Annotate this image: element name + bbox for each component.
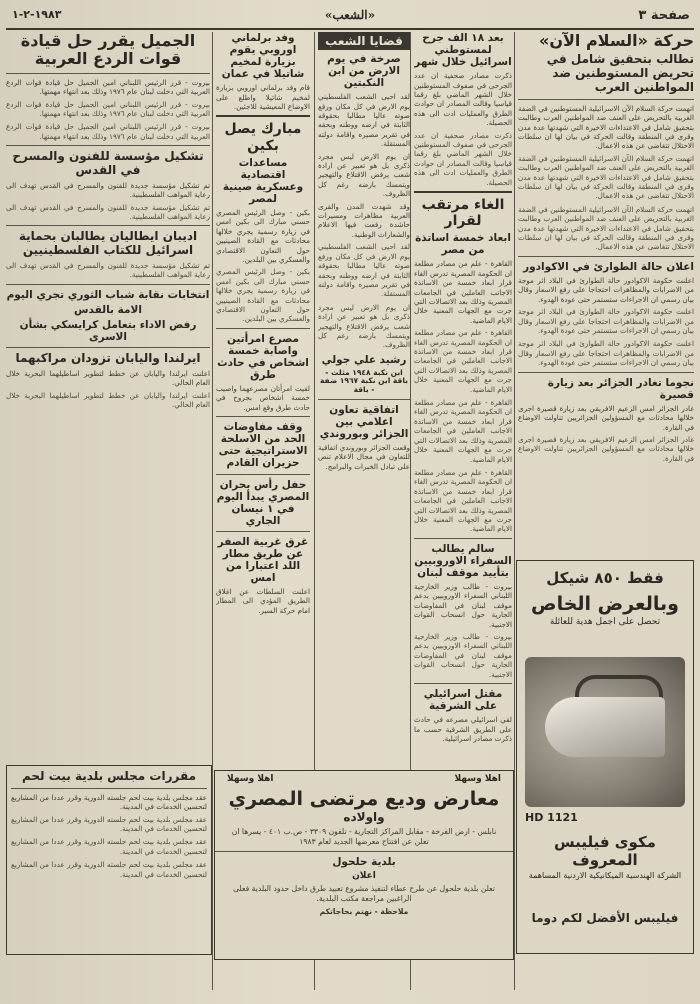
- article-body: القاهرة - علم من مصادر مطلعة ان الحكومة المصرية تدرس الغاء قرار ابعاد خمسة من الاساتذة الاجانب العاملين في الجامعات المصرية وذلك بعد الاتصالات التي جرت مع الجهات المعنية خلال الايام الماضية.: [414, 398, 512, 464]
- headline-prisoners: رفض الاداء بتعامل كرايسكي بشأن الاسرى: [19, 318, 197, 344]
- divider: [215, 851, 513, 852]
- article-body: تم تشكيل مؤسسة جديدة للفنون والمسرح في القدس تهدف الى رعاية المواهب الفلسطينية.: [6, 202, 210, 222]
- article-body: بيروت - قرر الرئيس اللبناني امين الجميل حل قيادة قوات الردع العربية التي دخلت لبنان عام ١٩٧٦ وذلك بعد انتهاء مهمتها.: [6, 77, 210, 97]
- council-notice: [6, 765, 212, 955]
- council-body: عقد مجلس بلدية بيت لحم جلسته الدورية وقرر عددا من المشاريع لتحسين الخدمات في المدينة.: [11, 837, 207, 856]
- column-2: [414, 32, 512, 752]
- iron-plate-shape: [545, 697, 665, 757]
- welcome-text: اهلا وسهلا: [454, 774, 501, 784]
- divider: [216, 416, 310, 417]
- article-body: اعلنت ايرلندا واليابان عن خطط لتطوير اساطيلهما البحرية خلال العام الحالي.: [6, 390, 210, 410]
- headline-nation: الامة بالقدس: [74, 303, 142, 316]
- article-body: لقد احيى الشعب الفلسطيني يوم الارض في كل مكان ورفع صوته عاليا مطالبا بحقوقه الثابتة في ارضه ووطنه وبحقه في تقرير مصيره واقامة دولته المستقلة.: [318, 242, 410, 299]
- column-5: [6, 32, 210, 758]
- headline-killed: مقتل اسرائيلي على الشرقية: [423, 688, 503, 713]
- article-body: اعلنت ايرلندا واليابان عن خطط لتطوير اساطيلهما البحرية خلال العام الحالي.: [6, 368, 210, 388]
- divider: [518, 99, 694, 100]
- newspaper-name: «الشعب»: [324, 8, 376, 22]
- article-body: لقد احيى الشعب الفلسطيني يوم الارض في كل مكان ورفع صوته عاليا مطالبا بحقوقه الثابتة في ارضه ووطنه وبحقه في تقرير مصيره واقامة دولته المستقلة.: [318, 92, 410, 149]
- author-name: رشيد علي جولي: [321, 353, 407, 366]
- headline-event: حفل رأس بحران المصري يبدأ اليوم في ١ نيسان الجاري: [216, 478, 310, 527]
- article-body: غادر الجزائر امس الزعيم الافريقي بعد زيارة قصيرة اجرى خلالها محادثات مع المسؤولين الجزائريين تناولت الاوضاع في القارة.: [518, 434, 694, 463]
- expo-details: نابلس - ارض الفرخة - مقابل المراكز التجارية - تلفون ٣٣٠٩ - ص.ب ٤٠١ - يسرها ان تعلن عن افتتاح معرضها الجديد لعام ١٩٨٣: [231, 827, 497, 846]
- author-origin: ابن نكبة ١٩٤٨ مثلث - باقة ابن نكبة ١٩٦٧ ضفة - باقة: [320, 367, 408, 395]
- article-body: وقعت الجزائر وبوروندي اتفاقية للتعاون في مجال الاعلام تنص على تبادل الخبرات والبرامج.: [318, 442, 410, 471]
- notices-area: [6, 765, 212, 955]
- iron-gift: تحصل على اجمل هدية للعائلة: [549, 617, 661, 627]
- welcome-line: [215, 771, 513, 784]
- headline-media-agreement: اتفاقية تعاون اعلامي بين الجزائر وبوروندي: [319, 403, 409, 440]
- council-body: عقد مجلس بلدية بيت لحم جلسته الدورية وقرر عددا من المشاريع لتحسين الخدمات في المدينة.: [11, 814, 207, 834]
- article-body: ان يوم الارض ليس مجرد ذكرى بل هو تعبير عن ارادة شعب يرفض الاقتلاع والتهجير ويتمسك بارضه رغم كل الظروف.: [318, 302, 410, 350]
- subhead-mubarak: مساعدات اقتصادية وعسكرية صينية لمصر: [222, 156, 304, 205]
- divider: [6, 145, 210, 146]
- divider: [216, 531, 310, 532]
- page-header: [6, 6, 694, 30]
- iron-price: فقط ٨٥٠ شيكل: [546, 569, 664, 587]
- divider: [6, 347, 210, 348]
- headline-algeria: نجوما تغادر الجزائر بعد زيارة قصيرة: [547, 376, 694, 401]
- council-body: عقد مجلس بلدية بيت لحم جلسته الدورية وقرر عددا من المشاريع لتحسين الخدمات في المدينة.: [11, 792, 207, 812]
- article-body: لقي اسرائيلي مصرعه في حادث على الطريق الشرقية حسب ما ذكرت مصادر اسرائيلية.: [414, 715, 512, 743]
- article-body: القاهرة - علم من مصادر مطلعة ان الحكومة المصرية تدرس الغاء قرار ابعاد خمسة من الاساتذة الاجانب العاملين في الجامعات المصرية وذلك بعد الاتصالات التي جرت مع الجهات المعنية خلال الايام الماضية.: [414, 467, 512, 534]
- iron-advertisement: [516, 560, 694, 954]
- headline-peace-now: حركة «السلام الآن»: [538, 32, 694, 50]
- article-body: وقد شهدت المدن والقرى العربية مظاهرات ومسيرات حاشدة رفعت فيها الاعلام والشعارات الوطنية.: [318, 201, 410, 239]
- column-1: [518, 32, 694, 556]
- iron-brand: مكوى فيليبس المعروف: [554, 833, 656, 869]
- article-body: بيروت - قرر الرئيس اللبناني امين الجميل حل قيادة قوات الردع العربية التي دخلت لبنان عام ١٩٧٦ وذلك بعد انتهاء مهمتها.: [6, 122, 210, 141]
- headline-arts-foundation: تشكيل مؤسسة للفنون والمسرح في القدس: [12, 149, 204, 178]
- article-body: تم تشكيل مؤسسة جديدة للفنون والمسرح في القدس تهدف الى رعاية المواهب الفلسطينية.: [6, 180, 210, 200]
- headline-elections: انتخابات نقابة شباب الثوري تجري اليوم: [6, 288, 210, 301]
- article-body: ان يوم الارض ليس مجرد ذكرى بل هو تعبير عن ارادة شعب يرفض الاقتلاع والتهجير ويتمسك بارضه رغم كل الظروف.: [318, 151, 410, 199]
- article-body: بكين - وصل الرئيس المصري حسني مبارك الى بكين امس في زيارة رسمية يجري خلالها محادثات مع القادة الصينيين حول التعاون الاقتصادي والعسكري بين البلدين.: [216, 267, 310, 324]
- article-body: اتهمت حركة السلام الآن الاسرائيلية المستوطنين في الضفة الغربية بالتحريض على العنف ضد المواطنين العرب وطالبت بتحقيق شامل في الاعتداءات الاخيرة التي شهدتها عدة مدن وقرى في المنطقة وقالت الحركة في بيان لها ان سلطات الاحتلال تتغاضى عن هذه الاعمال.: [518, 204, 694, 252]
- headline-decision: الغاء مرتقب لقرار: [421, 197, 505, 230]
- expo-sons: واولاده: [343, 810, 385, 824]
- divider: [414, 683, 512, 684]
- divider: [216, 115, 310, 117]
- tender-title: بلدية حلحول: [332, 856, 396, 868]
- expo-footnote: ملاحظة - نهتم بحاجاتكم: [319, 907, 409, 917]
- divider: [414, 191, 512, 193]
- column-rule: [514, 32, 515, 990]
- council-body: عقد مجلس بلدية بيت لحم جلسته الدورية وقرر عددا من المشاريع لتحسين الخدمات في المدينة.: [11, 860, 207, 879]
- headline-airport-road: غرق غربية الصفر عن طريق مطار اللد اعتبارا من امس: [217, 535, 309, 584]
- subhead-teachers: ابعاد خمسة اساتذة من مصر: [415, 232, 511, 257]
- iron-offer: وبالعرض الخاص: [531, 593, 679, 615]
- page-number: صفحة ٣: [638, 8, 690, 23]
- article-body: اعلنت حكومة الاكوادور حالة الطوارئ في البلاد اثر موجة من الاضرابات والمظاهرات احتجاجا على رفع الاسعار وقال بيان رسمي ان الاجراءات ستستمر حتى عودة الهدوء.: [518, 307, 694, 335]
- article-body: اعلنت السلطات عن اغلاق الطريق المؤدي الى المطار امام حركة السير.: [216, 587, 310, 615]
- article-body: بيروت - طالب وزير الخارجية اللبناني السفراء الاوروبيين بدعم موقف لبنان في المفاوضات الجارية حول انسحاب القوات الاجنبية.: [414, 631, 512, 679]
- headline-salem: سالم يطالب السفراء الاوروبيين بتأييد موقف لبنان: [414, 542, 512, 579]
- iron-slogan: فيليبس الأفضل لكم دوما: [531, 911, 679, 925]
- article-body: اعلنت حكومة الاكوادور حالة الطوارئ في البلاد اثر موجة من الاضرابات والمظاهرات احتجاجا على رفع الاسعار وقال بيان رسمي ان الاجراءات ستستمر حتى عودة الهدوء.: [518, 275, 694, 304]
- iron-image: [525, 657, 685, 807]
- article-body: بكين - وصل الرئيس المصري حسني مبارك الى بكين امس في زيارة رسمية يجري خلالها محادثات مع القادة الصينيين حول التعاون الاقتصادي والعسكري بين البلدين.: [216, 207, 310, 264]
- article-body: اتهمت حركة السلام الآن الاسرائيلية المستوطنين في الضفة الغربية بالتحريض على العنف ضد المواطنين العرب وطالبت بتحقيق شامل في الاعتداءات الاخيرة التي شهدتها عدة مدن وقرى في المنطقة وقالت الحركة في بيان لها ان سلطات الاحتلال تتغاضى عن هذه الاعمال.: [518, 153, 694, 201]
- subhead-peace-now: تطالب بتحقيق شامل في تحريض المستوطنين ضد المواطنين العرب: [546, 52, 694, 94]
- headline-delegation: وفد برلماني اوروبي يقوم بزيارة لمخيم شاتيلا في عمان: [221, 32, 305, 81]
- headline-mubarak: مبارك يصل بكين: [224, 121, 302, 154]
- divider: [6, 225, 210, 226]
- tender-body: تعلن بلدية حلحول عن طرح عطاء لتنفيذ مشروع تعبيد طرق داخل حدود البلدية فعلى الراغبين مراجعة مكتب البلدية.: [233, 884, 495, 904]
- headline-italian-writers: اديبان ايطاليان يطالبان بحماية اسرائيل للكتاب الفلسطينيين: [18, 229, 198, 258]
- divider: [6, 73, 210, 74]
- headline-arms-talks: وقف مفاوضات الحد من الاسلحة الاستراتيجية حتى حزيران القادم: [218, 421, 308, 470]
- article-body: تم تشكيل مؤسسة جديدة للفنون والمسرح في القدس تهدف الى رعاية المواهب الفلسطينية.: [6, 261, 210, 280]
- article-body: غادر الجزائر امس الزعيم الافريقي بعد زيارة قصيرة اجرى خلالها محادثات مع المسؤولين الجزائريين تناولت الاوضاع في القارة.: [518, 403, 694, 432]
- article-body: ذكرت مصادر صحفية ان عدد الجرحى في صفوف المستوطنين خلال الشهر الماضي بلغ رقما قياسيا وقالت المصادر ان حوادث الطرق والعمليات ادت الى هذه الحصيلة.: [414, 130, 512, 187]
- article-body: لقيت امرأتان مصرعهما واصيب خمسة اشخاص بجروح في حادث طرق وقع امس.: [216, 384, 310, 412]
- article-body: القاهرة - علم من مصادر مطلعة ان الحكومة المصرية تدرس الغاء قرار ابعاد خمسة من الاساتذة الاجانب العاملين في الجامعات المصرية وذلك بعد الاتصالات التي جرت مع الجهات المعنية خلال الايام الماضية.: [414, 328, 512, 394]
- expo-advertisement: [214, 770, 514, 960]
- article-body: اعلنت حكومة الاكوادور حالة الطوارئ في البلاد اثر موجة من الاضرابات والمظاهرات احتجاجا على رفع الاسعار وقال بيان رسمي ان الاجراءات ستستمر حتى عودة الهدوء.: [518, 339, 694, 368]
- expo-name: معارض وديع مرتضى المصري: [228, 788, 500, 810]
- headline-ireland-japan: ايرلندا واليابان تزودان مراكبهما: [15, 351, 201, 366]
- column-rule: [212, 32, 213, 990]
- headline-settlers: بعد ١٨ الف جرح لمستوطني اسرائيل خلال شهر: [414, 32, 512, 69]
- divider: [518, 372, 694, 373]
- welcome-text: اهلا وسهلا: [227, 774, 274, 784]
- section-banner: قضايا الشعب: [318, 32, 410, 50]
- divider: [318, 399, 410, 400]
- article-body: بيروت - قرر الرئيس اللبناني امين الجميل حل قيادة قوات الردع العربية التي دخلت لبنان عام ١٩٧٦ وذلك بعد انتهاء مهمتها.: [6, 99, 210, 118]
- article-body: ذكرت مصادر صحفية ان عدد الجرحى في صفوف المستوطنين خلال الشهر الماضي بلغ رقما قياسيا وقالت المصادر ان حوادث الطرق والعمليات ادت الى هذه الحصيلة.: [414, 71, 512, 128]
- column-3: [318, 32, 410, 752]
- divider: [6, 284, 210, 285]
- divider: [414, 538, 512, 539]
- divider: [518, 256, 694, 257]
- column-4: [216, 32, 310, 752]
- article-body: اتهمت حركة السلام الآن الاسرائيلية المستوطنين في الضفة الغربية بالتحريض على العنف ضد المواطنين العرب وطالبت بتحقيق شامل في الاعتداءات الاخيرة التي شهدتها عدة مدن وقرى في المنطقة وقالت الحركة في بيان لها ان سلطات الاحتلال تتغاضى عن هذه الاعمال.: [518, 103, 694, 151]
- article-body: بيروت - طالب وزير الخارجية اللبناني السفراء الاوروبيين بدعم موقف لبنان في المفاوضات الجارية حول انسحاب القوات الاجنبية.: [414, 581, 512, 629]
- iron-model: HD 1121: [525, 811, 578, 824]
- divider: [11, 788, 207, 789]
- divider: [216, 328, 310, 329]
- issue-date: ١٩٨٣-٢-١: [12, 8, 62, 21]
- headline-gemayel: الجميل يقرر حل قيادة قوات الردع العربية: [20, 32, 196, 69]
- tender-subtitle: اعلان: [352, 871, 376, 882]
- article-body: القاهرة - علم من مصادر مطلعة ان الحكومة المصرية تدرس الغاء قرار ابعاد خمسة من الاساتذة الاجانب العاملين في الجامعات المصرية وذلك بعد الاتصالات التي جرت مع الجهات المعنية خلال الايام الماضية.: [414, 259, 512, 325]
- divider: [216, 474, 310, 475]
- headline-land-day: صرخة في يوم الارض من ابن النكبتين: [327, 53, 401, 90]
- council-title: مقررات مجلس بلدية بيت لحم: [21, 769, 197, 783]
- headline-accident: مصرع امرأتين واصابة خمسة اشخاص في حادث طرق: [217, 332, 309, 381]
- headline-ecuador: اعلان حالة الطوارئ في الاكوادور: [523, 260, 694, 273]
- iron-company: الشركة الهندسية الميكانيكية الاردنية المساهمة: [528, 871, 682, 880]
- article-body: قام وفد برلماني اوروبي بزيارة لمخيم شاتيلا واطلع على الاوضاع المعيشية للاجئين.: [216, 83, 310, 112]
